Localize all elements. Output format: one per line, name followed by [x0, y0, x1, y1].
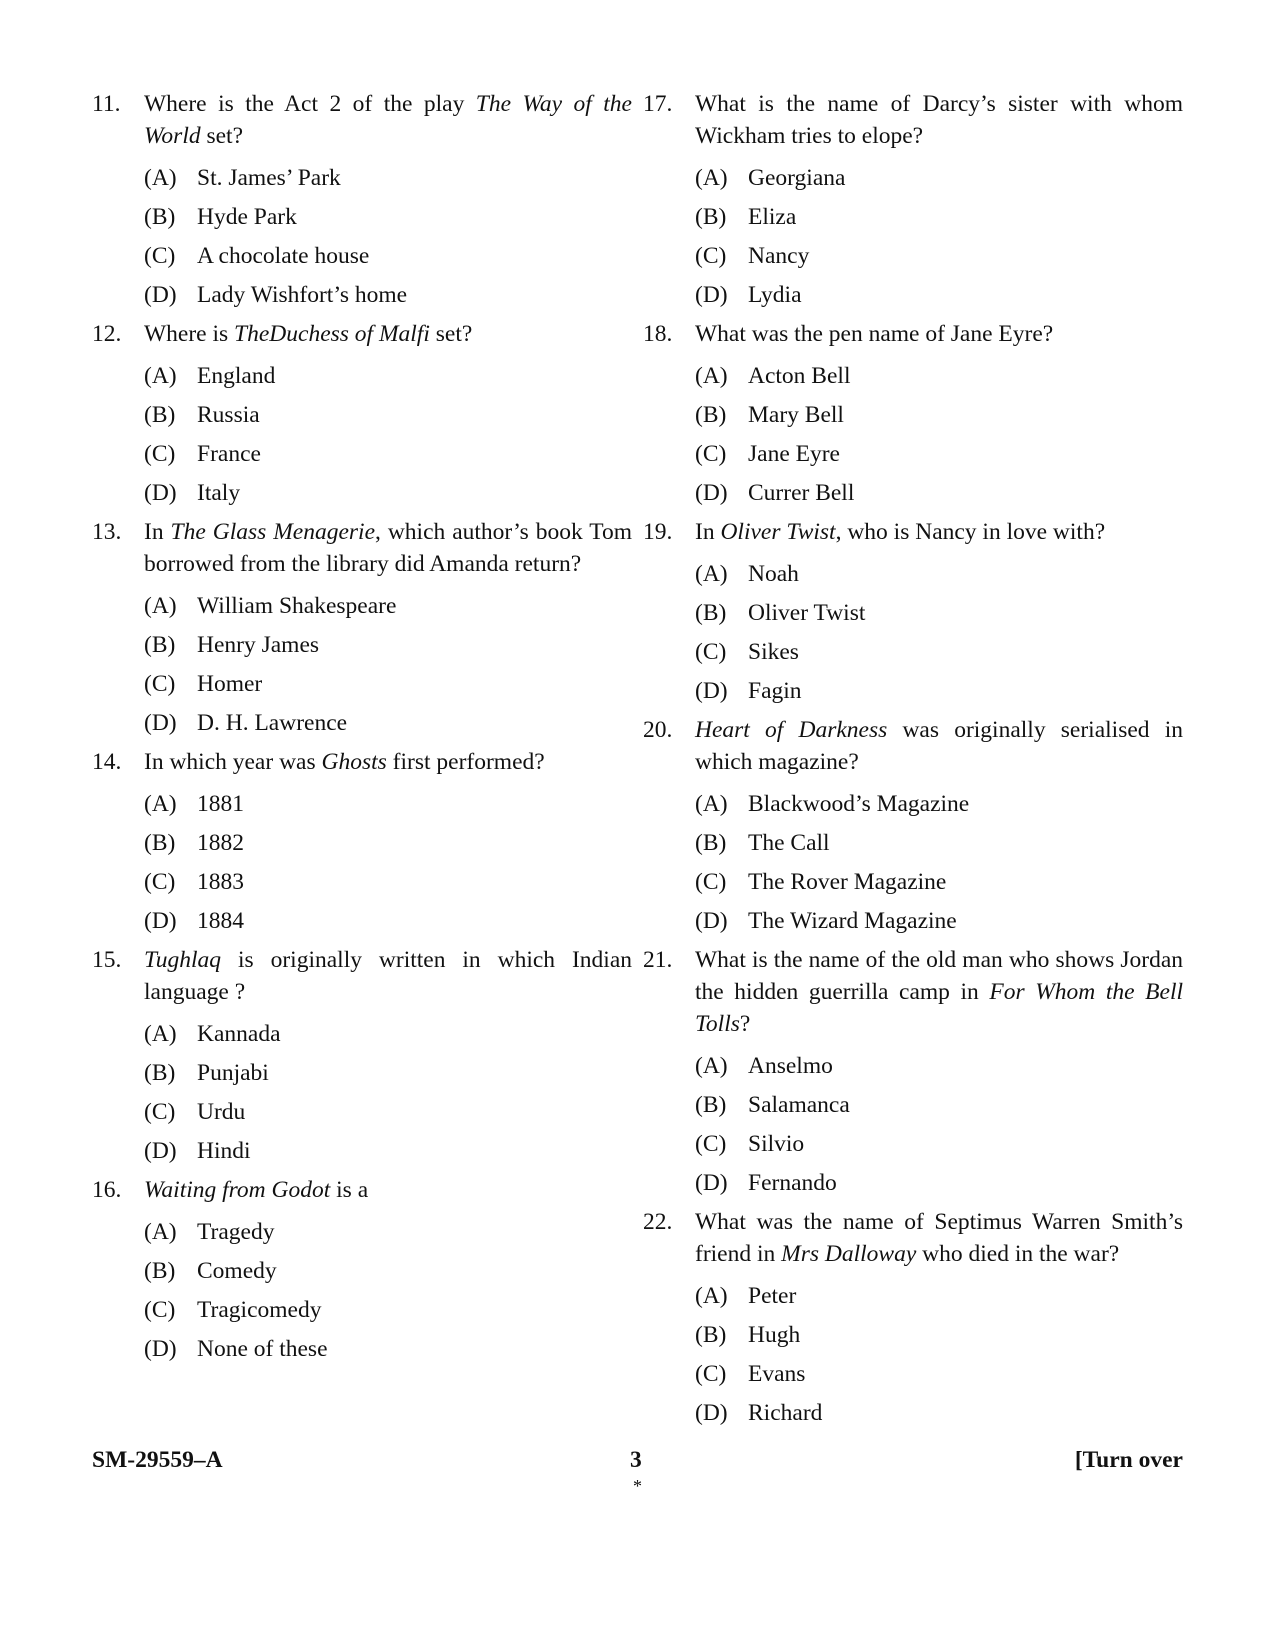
question [92, 516, 632, 736]
question-text [695, 516, 1183, 548]
option-text: Nancy [748, 243, 810, 269]
answer-option [144, 1297, 632, 1323]
answer-option [144, 480, 632, 506]
question-text-part: set? [429, 321, 473, 347]
question-text-part: was originally serialised in which magazine? [695, 717, 1183, 775]
option-letter: (C) [144, 1297, 176, 1323]
left-question-column [92, 88, 632, 1366]
option-letter: (A) [695, 363, 728, 389]
option-letter: (A) [144, 165, 177, 191]
page-number: 3 [630, 1447, 642, 1473]
answer-option [144, 830, 632, 856]
answer-option [695, 243, 1183, 269]
question-text-part: first performed? [386, 749, 545, 775]
answer-option [695, 1283, 1183, 1309]
option-letter: (D) [695, 1400, 728, 1426]
answer-option [144, 243, 632, 269]
option-text: 1881 [197, 791, 244, 817]
answer-option [695, 830, 1183, 856]
option-letter: (C) [695, 441, 727, 467]
option-text: Kannada [197, 1021, 281, 1047]
question-number: 13. [92, 519, 122, 545]
option-text: Hugh [748, 1322, 801, 1348]
answer-option [144, 1258, 632, 1284]
question [92, 1174, 632, 1362]
question-text-part: In which year was [144, 749, 322, 775]
option-text: 1882 [197, 830, 244, 856]
question-stem [92, 318, 632, 350]
italic-title: Tughlaq [144, 947, 222, 973]
question [92, 746, 632, 934]
option-letter: (D) [144, 710, 177, 736]
italic-title: The Way of the World [144, 91, 632, 149]
option-letter: (C) [144, 869, 176, 895]
question-text [144, 318, 632, 350]
option-text: Sikes [748, 639, 799, 665]
option-text: The Call [748, 830, 830, 856]
answer-option [144, 1021, 632, 1047]
question-number: 17. [643, 91, 673, 117]
option-letter: (D) [144, 1336, 177, 1362]
option-letter: (B) [695, 1322, 727, 1348]
question [643, 944, 1183, 1196]
question-text-part: In [144, 519, 171, 545]
question-text [695, 88, 1183, 152]
question-text-part: is a [330, 1177, 369, 1203]
answer-option [144, 165, 632, 191]
question [643, 318, 1183, 506]
italic-title: Mrs Dalloway [781, 1241, 917, 1267]
option-text: Salamanca [748, 1092, 850, 1118]
option-text: England [197, 363, 276, 389]
option-letter: (D) [695, 282, 728, 308]
answer-option [695, 678, 1183, 704]
italic-title: Waiting from Godot [144, 1177, 331, 1203]
option-letter: (B) [695, 402, 727, 428]
question-number: 22. [643, 1209, 673, 1235]
question-text-part: , who is Nancy in love with? [835, 519, 1106, 545]
option-text: Fernando [748, 1170, 837, 1196]
option-letter: (C) [144, 671, 176, 697]
option-text: A chocolate house [197, 243, 370, 269]
option-letter: (D) [695, 678, 728, 704]
question [92, 318, 632, 506]
answer-option [144, 671, 632, 697]
option-letter: (B) [144, 204, 176, 230]
option-text: France [197, 441, 261, 467]
option-letter: (B) [695, 204, 727, 230]
question-number: 16. [92, 1177, 122, 1203]
question-text-part: What is the name of the old man who shows Jordan the hidden guerrilla camp in [695, 947, 1183, 1005]
answer-option [144, 282, 632, 308]
answer-option [144, 710, 632, 736]
answer-option [695, 1131, 1183, 1157]
question-text-part: ? [739, 1011, 751, 1037]
option-text: Mary Bell [748, 402, 844, 428]
option-letter: (C) [695, 1131, 727, 1157]
option-letter: (A) [144, 1219, 177, 1245]
question-stem [92, 746, 632, 778]
option-letter: (D) [695, 1170, 728, 1196]
option-letter: (D) [695, 480, 728, 506]
question-number: 14. [92, 749, 122, 775]
answer-option [695, 869, 1183, 895]
option-text: Eliza [748, 204, 797, 230]
option-letter: (B) [144, 830, 176, 856]
option-letter: (A) [695, 561, 728, 587]
question-stem [643, 944, 1183, 1040]
option-text: Noah [748, 561, 799, 587]
option-text: Jane Eyre [748, 441, 840, 467]
italic-title: Ghosts [321, 749, 387, 775]
answer-option [695, 1170, 1183, 1196]
page-footer [92, 1444, 1183, 1496]
question-stem [643, 516, 1183, 548]
answer-option [695, 204, 1183, 230]
italic-title: TheDuchess of Malfi [234, 321, 430, 347]
question-text-part: Where is the Act 2 of the play [144, 91, 476, 117]
option-text: Lady Wishfort’s home [197, 282, 408, 308]
option-text: Silvio [748, 1131, 805, 1157]
option-letter: (B) [695, 830, 727, 856]
italic-title: Heart of Darkness [695, 717, 888, 743]
option-text: Anselmo [748, 1053, 833, 1079]
option-text: Evans [748, 1361, 806, 1387]
option-text: Punjabi [197, 1060, 269, 1086]
question [643, 88, 1183, 308]
answer-option [695, 1400, 1183, 1426]
answer-option [695, 282, 1183, 308]
answer-option [695, 561, 1183, 587]
question [643, 516, 1183, 704]
answer-option [144, 204, 632, 230]
option-text: The Wizard Magazine [748, 908, 957, 934]
option-text: Tragedy [197, 1219, 275, 1245]
question-text [144, 944, 632, 1008]
question-stem [92, 516, 632, 580]
answer-option [144, 908, 632, 934]
answer-option [695, 1322, 1183, 1348]
answer-option [695, 402, 1183, 428]
answer-option [695, 441, 1183, 467]
option-text: Acton Bell [748, 363, 851, 389]
question-text [695, 944, 1183, 1040]
italic-title: Oliver Twist [720, 519, 836, 545]
option-letter: (D) [695, 908, 728, 934]
question-text-part: Where is [144, 321, 235, 347]
question-number: 12. [92, 321, 122, 347]
question-text [144, 88, 632, 152]
question-number: 19. [643, 519, 673, 545]
question-number: 18. [643, 321, 673, 347]
answer-option [695, 1092, 1183, 1118]
question-stem [92, 944, 632, 1008]
question-stem [643, 318, 1183, 350]
option-letter: (B) [144, 632, 176, 658]
question-text-part: What was the name of Septimus Warren Smith’s friend in [695, 1209, 1183, 1267]
question-text-part: In [695, 519, 721, 545]
option-letter: (C) [695, 243, 727, 269]
question-text [144, 516, 632, 580]
question-text [144, 746, 632, 778]
option-letter: (B) [695, 1092, 727, 1118]
answer-option [144, 1336, 632, 1362]
option-letter: (C) [144, 243, 176, 269]
option-letter: (D) [144, 480, 177, 506]
question-text-part: who died in the war? [916, 1241, 1120, 1267]
question-text-part: , which author’s book Tom borrowed from the library did Amanda return? [144, 519, 632, 577]
question-text-part: set? [200, 123, 244, 149]
option-letter: (A) [144, 1021, 177, 1047]
question-text-part: is originally written in which Indian language ? [144, 947, 632, 1005]
option-text: Urdu [197, 1099, 246, 1125]
answer-option [695, 791, 1183, 817]
option-letter: (B) [144, 1258, 176, 1284]
answer-option [144, 869, 632, 895]
option-letter: (A) [695, 1283, 728, 1309]
option-text: Homer [197, 671, 263, 697]
question-stem [643, 1206, 1183, 1270]
question-text [695, 714, 1183, 778]
italic-title: The Glass Menagerie [170, 519, 376, 545]
italic-title: For Whom the Bell Tolls [695, 979, 1184, 1037]
answer-option [695, 639, 1183, 665]
option-text: Tragicomedy [197, 1297, 322, 1323]
question-number: 21. [643, 947, 673, 973]
option-letter: (A) [144, 593, 177, 619]
option-letter: (D) [144, 282, 177, 308]
question-stem [92, 1174, 632, 1206]
option-text: The Rover Magazine [748, 869, 947, 895]
option-text: None of these [197, 1336, 328, 1362]
answer-option [695, 480, 1183, 506]
option-text: Blackwood’s Magazine [748, 791, 970, 817]
answer-option [695, 908, 1183, 934]
answer-option [695, 1361, 1183, 1387]
answer-option [144, 593, 632, 619]
option-letter: (B) [144, 402, 176, 428]
question [643, 1206, 1183, 1426]
answer-option [144, 632, 632, 658]
option-text: Russia [197, 402, 260, 428]
option-text: D. H. Lawrence [197, 710, 348, 736]
option-letter: (C) [695, 639, 727, 665]
answer-option [144, 1060, 632, 1086]
option-letter: (C) [144, 1099, 176, 1125]
option-text: Richard [748, 1400, 823, 1426]
question-stem [643, 88, 1183, 152]
answer-option [144, 1138, 632, 1164]
question [92, 944, 632, 1164]
option-letter: (A) [695, 1053, 728, 1079]
footer-mark: * [633, 1476, 642, 1496]
option-text: Georgiana [748, 165, 846, 191]
option-text: Currer Bell [748, 480, 855, 506]
answer-option [695, 165, 1183, 191]
option-letter: (A) [144, 363, 177, 389]
option-text: Peter [748, 1283, 797, 1309]
paper-code: SM-29559–A [92, 1447, 223, 1473]
question-text-part: What was the pen name of Jane Eyre? [695, 321, 1054, 347]
option-letter: (D) [144, 1138, 177, 1164]
option-text: Hyde Park [197, 204, 297, 230]
option-letter: (D) [144, 908, 177, 934]
option-text: 1883 [197, 869, 244, 895]
question-number: 11. [92, 91, 121, 117]
turn-over-label: [Turn over [1074, 1447, 1183, 1473]
question-text [695, 318, 1183, 350]
question-number: 20. [643, 717, 673, 743]
option-letter: (C) [695, 1361, 727, 1387]
option-text: Comedy [197, 1258, 277, 1284]
answer-option [144, 363, 632, 389]
answer-option [144, 791, 632, 817]
question-stem [92, 88, 632, 152]
answer-option [695, 600, 1183, 626]
question-text-part: What is the name of Darcy’s sister with whom Wickham tries to elope? [695, 91, 1183, 149]
question [643, 714, 1183, 934]
option-text: Henry James [197, 632, 320, 658]
option-text: William Shakespeare [197, 593, 397, 619]
question-stem [643, 714, 1183, 778]
question [92, 88, 632, 308]
option-letter: (B) [695, 600, 727, 626]
option-text: Italy [197, 480, 241, 506]
question-number: 15. [92, 947, 122, 973]
answer-option [144, 441, 632, 467]
option-letter: (A) [695, 791, 728, 817]
option-text: 1884 [197, 908, 244, 934]
option-text: Oliver Twist [748, 600, 866, 626]
option-letter: (C) [695, 869, 727, 895]
answer-option [144, 1099, 632, 1125]
answer-option [695, 363, 1183, 389]
option-letter: (B) [144, 1060, 176, 1086]
right-question-column [643, 88, 1183, 1430]
option-text: St. James’ Park [197, 165, 341, 191]
option-letter: (C) [144, 441, 176, 467]
answer-option [144, 1219, 632, 1245]
option-text: Fagin [748, 678, 802, 704]
question-text [695, 1206, 1183, 1270]
option-letter: (A) [144, 791, 177, 817]
answer-option [144, 402, 632, 428]
question-text [144, 1174, 632, 1206]
answer-option [695, 1053, 1183, 1079]
option-text: Hindi [197, 1138, 251, 1164]
option-text: Lydia [748, 282, 802, 308]
option-letter: (A) [695, 165, 728, 191]
